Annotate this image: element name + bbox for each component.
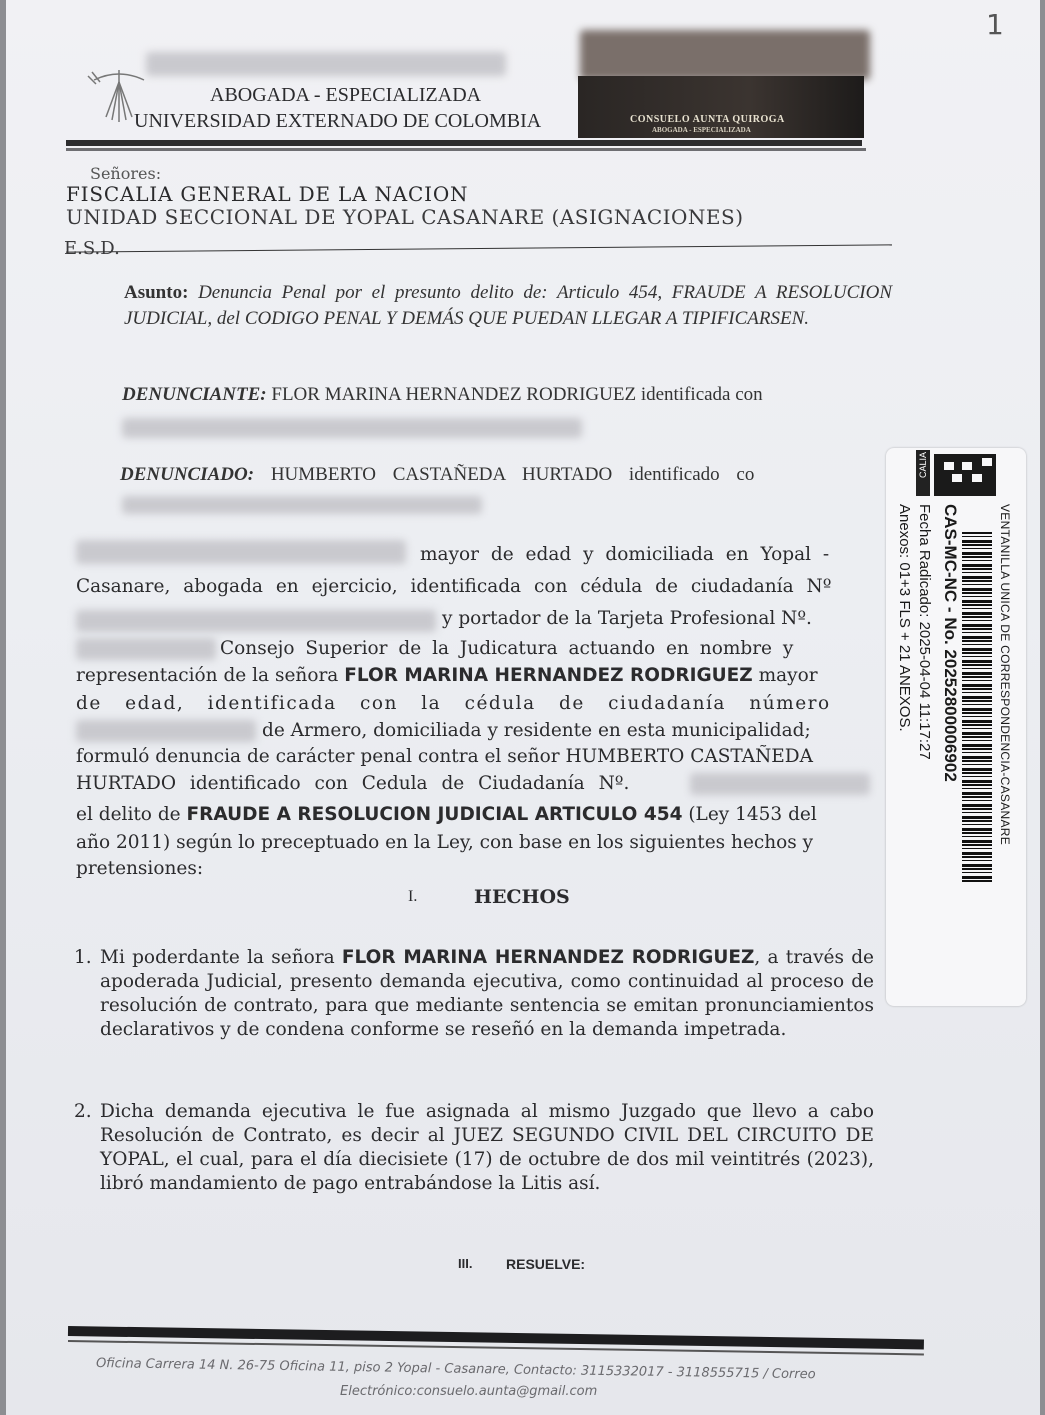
- header-band-name: CONSUELO AUNTA QUIROGA: [630, 114, 785, 125]
- body-line-11: año 2011) según lo preceptuado en la Ley, con base en los siguientes hechos y: [76, 832, 814, 853]
- accused-line: [120, 464, 754, 486]
- body-line-12: pretensiones:: [76, 858, 204, 879]
- body-line-10a: el delito de: [76, 804, 187, 825]
- redacted-cedula: [76, 610, 436, 632]
- subject-text: Denuncia Penal por el presunto delito de: Articulo 454, FRAUDE A RESOLUCION JUDICIAL, del CODIGO PENAL Y DEMÁS QUE PUEDAN LLEGAR A TIPIFICARSEN.: [124, 282, 893, 329]
- sticker-title: VENTANILLA UNICA DE CORRESPONDENCIA-CASANARE: [998, 504, 1012, 846]
- body-line-4: Consejo Superior de la Judicatura actuando en nombre y: [220, 638, 794, 659]
- accused-text: HUMBERTO CASTAÑEDA HURTADO identificado co: [270, 464, 755, 485]
- fact-1-pre: Mi poderdante la señora: [100, 947, 342, 968]
- fact-item-2: [74, 1100, 874, 1196]
- section-1-number: I.: [408, 888, 418, 905]
- sticker-date: Fecha Radicado: 2025-04-04 11:17:27: [916, 504, 933, 760]
- addressee-rule: [66, 244, 892, 252]
- fact-1-number: 1.: [74, 947, 92, 968]
- redacted-id-complainant: [122, 418, 582, 438]
- body-line-5: [76, 665, 872, 686]
- sticker-annexes: Anexos: 01+3 FLS + 21 ANEXOS.: [896, 504, 913, 732]
- redacted-id-accused: [122, 496, 482, 514]
- body-line-3: y portador de la Tarjeta Profesional Nº.: [442, 608, 812, 629]
- footer-email: Electrónico:consuelo.aunta@gmail.com: [340, 1384, 598, 1399]
- header-rule: [66, 140, 862, 146]
- fiscalia-logo-icon: [934, 454, 996, 496]
- body-line-7: de Armero, domiciliada y residente en esta municipalidad;: [262, 720, 811, 741]
- header-photo-redacted: [580, 30, 870, 80]
- filing-sticker: [886, 448, 1026, 1006]
- document-page: [6, 0, 1040, 1415]
- salutation: Señores:: [90, 164, 162, 183]
- addressee-esd: E.S.D.: [64, 238, 120, 259]
- body-line-1: mayor de edad y domiciliada en Yopal -: [420, 544, 830, 565]
- header-title-line1: ABOGADA - ESPECIALIZADA: [210, 84, 482, 106]
- body-line-5a: representación de la señora: [76, 665, 345, 686]
- fact-2-text: Dicha demanda ejecutiva le fue asignada al mismo Juzgado que llevo a cabo Resolución de Contrato, es decir al JUEZ SEGUNDO CIVIL DEL CIRCUITO DE YOPAL, el cual, para el día diecisiete (17) de octubre de dos mil veintitrés (2023), libró mandamiento de pago entrabándose la Litis así.: [100, 1101, 874, 1194]
- header-redacted-top: [146, 52, 506, 76]
- section-3-number: III.: [458, 1256, 473, 1271]
- fact-1-text: [100, 946, 874, 1042]
- footer-address: Oficina Carrera 14 N. 26-75 Oficina 11, piso 2 Yopal - Casanare, Contacto: 3115332017 - 3118555715 / Correo: [95, 1356, 816, 1383]
- redacted-cedula-accused: [690, 773, 870, 795]
- fact-2-number: 2.: [74, 1101, 92, 1122]
- body-line-10c: (Ley 1453 del: [682, 804, 817, 825]
- offense-bold: FRAUDE A RESOLUCION JUDICIAL ARTICULO 454: [186, 804, 683, 825]
- fact-1-bold: FLOR MARINA HERNANDEZ RODRIGUEZ: [341, 947, 755, 968]
- redacted-name: [76, 540, 406, 564]
- section-3-title: RESUELVE:: [506, 1256, 586, 1272]
- fact-item-1: [74, 946, 874, 1042]
- redacted-tarjeta: [76, 638, 216, 660]
- body-line-2: Casanare, abogada en ejercicio, identificada con cédula de ciudadanía Nº: [76, 576, 832, 597]
- header-rule-thin: [66, 148, 866, 151]
- page-number: 1: [986, 8, 1004, 41]
- complainant-line: [122, 384, 763, 406]
- body-line-5c: mayor: [752, 665, 818, 686]
- complainant-text: FLOR MARINA HERNANDEZ RODRIGUEZ identificada con: [271, 384, 763, 405]
- body-line-8: formuló denuncia de carácter penal contra el señor HUMBERTO CASTAÑEDA: [76, 746, 813, 767]
- client-name-bold: FLOR MARINA HERNANDEZ RODRIGUEZ: [344, 665, 753, 686]
- header-title-line2: UNIVERSIDAD EXTERNADO DE COLOMBIA: [134, 110, 542, 132]
- body-line-10: [76, 804, 872, 825]
- body-line-6: de edad, identificada con la cédula de ciudadanía número: [76, 693, 831, 714]
- section-1-title: HECHOS: [474, 886, 570, 908]
- barcode-icon: [962, 532, 992, 882]
- complainant-label: DENUNCIANTE:: [122, 384, 267, 405]
- sticker-side-label: CALIA: [918, 452, 928, 479]
- sticker-code: CAS-MC-NC - No. 20252800006902: [941, 504, 960, 782]
- subject-paragraph: [124, 280, 892, 332]
- subject-label: Asunto:: [124, 282, 189, 303]
- body-line-9: HURTADO identificado con Cedula de Ciudadanía Nº.: [76, 773, 630, 794]
- fact-1-post: , a través de apoderada Judicial, presento demanda ejecutiva, como continuidad al proceso de resolución de contrato, para que mediante sentencia se emitan pronunciamientos declarativos y de condena conforme se reseñó en la demanda impetrada.: [100, 947, 874, 1040]
- addressee-org: FISCALIA GENERAL DE LA NACION: [66, 182, 469, 206]
- header-band-sub: ABOGADA - ESPECIALIZADA: [652, 126, 751, 134]
- addressee-unit: UNIDAD SECCIONAL DE YOPAL CASANARE (ASIGNACIONES): [66, 205, 744, 229]
- redacted-cedula-client: [76, 720, 256, 742]
- accused-label: DENUNCIADO:: [120, 464, 255, 485]
